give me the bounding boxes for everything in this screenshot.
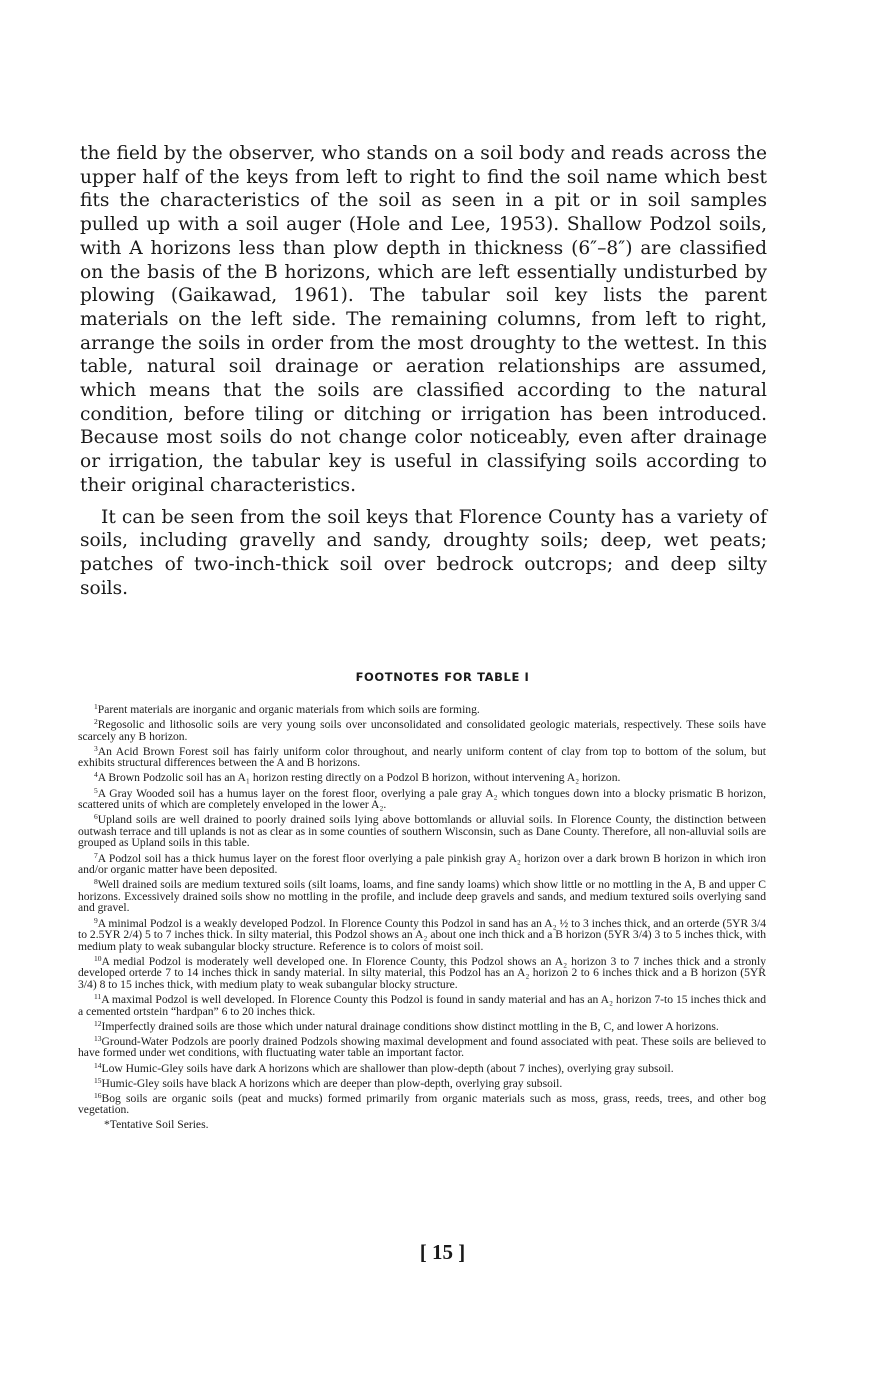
footnote: [78, 879, 766, 914]
footnote-text: Well drained soils are medium textured soils (silt loams, loams, and fine sandy loams) which show little or no mottling in the A, B and upper C horizons. Excessively drained soils show no mottling in the profile, and include deep gravels and sands, and medium textured soils overlying sand and gravel.: [78, 878, 766, 915]
footnote-number: 11: [94, 992, 102, 1002]
footnote: [78, 915, 766, 953]
footnote-text: A Podzol soil has a thick humus layer on the forest floor overlying a pale pinkish gray A₂ horizon over a dark brown B horizon in which iron and/or organic matter have been deposited.: [78, 851, 766, 877]
footnote: [78, 785, 766, 812]
footnote-text: Imperfectly drained soils are those which under natural drainage conditions show distinct mottling in the B, C, and lower A horizons.: [101, 1019, 719, 1033]
footnote: [78, 1075, 766, 1090]
body-text: [80, 142, 767, 600]
footnote: [78, 719, 766, 742]
footnote-number: 9: [94, 915, 98, 925]
footnote-number: 10: [94, 953, 102, 963]
page-number: [ 15 ]: [419, 1240, 466, 1264]
footnote: [78, 994, 766, 1017]
footnote-number: 7: [94, 850, 98, 860]
footnote-text: A medial Podzol is moderately well developed one. In Florence County, this Podzol shows an A₂ horizon 3 to 7 inches thick and a stronly developed orterde 7 to 14 inches thick in sandy material. In silty material, this Podzol has an A₂ horizon 2 to 6 inches thick and a B horizon (5YR 3/4) 8 to 15 inches thick, with medium platy to weak subangular blocky structure.: [78, 954, 766, 991]
footnote-number: 12: [94, 1018, 102, 1028]
footnote-text: A Brown Podzolic soil has an A₁ horizon resting directly on a Podzol B horizon, without intervening A₂ horizon.: [97, 771, 621, 785]
body-paragraph-2: It can be seen from the soil keys that Florence County has a variety of soils, including gravelly and sandy, droughty soils; deep, wet peats; patches of two-inch-thick soil over bedrock outcrops; and deep silty soils.: [80, 506, 767, 599]
footnote-text: An Acid Brown Forest soil has fairly uniform color throughout, and nearly uniform content of clay from top to bottom of the solum, but exhibits structural differences between the A and B horizons.: [78, 744, 766, 770]
footnote: [78, 743, 766, 770]
footnote: [78, 1018, 766, 1033]
body-paragraph-1: the field by the observer, who stands on a soil body and reads across the upper half of the keys from left to right to find the soil name which best fits the characteristics of the soil as seen in a pit or in soil samples pulled up with a soil auger (Hole and Lee, 1953). Shallow Podzol soils, with A horizons less than plow depth in thickness (6″–8″) are classified on the basis of the B horizons, which are left essentially undisturbed by plowing (Gaikawad, 1961). The tabular soil key lists the parent materials on the left side. The remaining columns, from left to right, arrange the soils in order from the most droughty to the wettest. In this table, natural soil drainage or aeration relationships are assumed, which means that the soils are classified according to the natural condition, before tiling or ditching or irrigation has been introduced. Because most soils do not change color noticeably, even after drainage or irrigation, the tabular key is useful in classifying soils according to their original characteristics.: [80, 143, 767, 496]
footnote-number: 1: [94, 702, 98, 711]
footnote-number: 6: [94, 812, 98, 822]
footnote-text: Regosolic and lithosolic soils are very young soils over unconsolidated and consolidated geologic materials, respectively. These soils have scarcely any B horizon.: [78, 718, 766, 743]
footnotes-list: [78, 704, 766, 1135]
footnote-text: Bog soils are organic soils (peat and mucks) formed primarily from organic materials such as moss, grass, reeds, trees, and other bog vegetation.: [78, 1091, 766, 1117]
footnote: [78, 1090, 766, 1117]
footnote-text: A Gray Wooded soil has a humus layer on the forest floor, overlying a pale gray A₂ which tongues down into a blocky prismatic B horizon, scattered units of which are completely enveloped in the lower A₂.: [78, 786, 766, 812]
tentative-note: *Tentative Soil Series.: [104, 1118, 209, 1132]
footnote-number: 5: [94, 785, 98, 795]
footnote: [78, 953, 766, 991]
footnote-text: A minimal Podzol is a weakly developed Podzol. In Florence County this Podzol in sand has an A₂ ½ to 3 inches thick, and an orterde (5YR 3/4 to 2.5YR 2/4) 5 to 7 inches thick. In silty material, this Podzol shows an A₂ about one inch thick and a B horizon (5YR 3/4) 3 to 5 inches thick, with medium platy to weak subangular blocky structure. Reference is to colors of moist soil.: [78, 916, 766, 953]
footnote-text: A maximal Podzol is well developed. In Florence County this Podzol is found in sandy material and has an A₂ horizon 7-to 15 inches thick and a cemented ortstein “hardpan” 6 to 20 inches thick.: [78, 993, 766, 1018]
footnote-text: Parent materials are inorganic and organic materials from which soils are forming.: [97, 703, 480, 716]
footnote-number: 8: [94, 877, 98, 887]
footnote: [78, 850, 766, 877]
footnotes-heading: FOOTNOTES FOR TABLE I: [355, 670, 530, 684]
footnote-text: Upland soils are well drained to poorly drained soils lying above bottomlands or alluvial soils. In Florence County, the distinction between outwash terrace and till uplands is not as clear as in some counties of southern Wisconsin, such as Dane County. Therefore, all non-alluvial soils are grouped as Upland soils in this table.: [78, 813, 766, 850]
footnote-number: 2: [94, 717, 98, 727]
footnote: [78, 772, 766, 784]
footnote-number: 3: [94, 743, 98, 753]
footnote-number: 13: [94, 1033, 102, 1043]
footnote: [78, 1033, 766, 1060]
footnote: [78, 814, 766, 849]
footnote: [78, 704, 766, 716]
footnote-number: 4: [94, 770, 98, 780]
footnote-number: 16: [94, 1090, 102, 1100]
footnote-text: Low Humic-Gley soils have dark A horizons which are shallower than plow-depth (about 7 inches), overlying gray subsoil.: [101, 1061, 674, 1075]
footnote-text: Humic-Gley soils have black A horizons which are deeper than plow-depth, overlying gray subsoil.: [101, 1076, 563, 1090]
footnote-number: 14: [94, 1060, 102, 1070]
footnote-number: 15: [94, 1075, 102, 1085]
footnote-text: Ground-Water Podzols are poorly drained Podzols showing maximal development and found associated with peat. These soils are believed to have formed under wet conditions, with fluctuating water table an important factor.: [78, 1034, 766, 1060]
footnote: [78, 1060, 766, 1075]
